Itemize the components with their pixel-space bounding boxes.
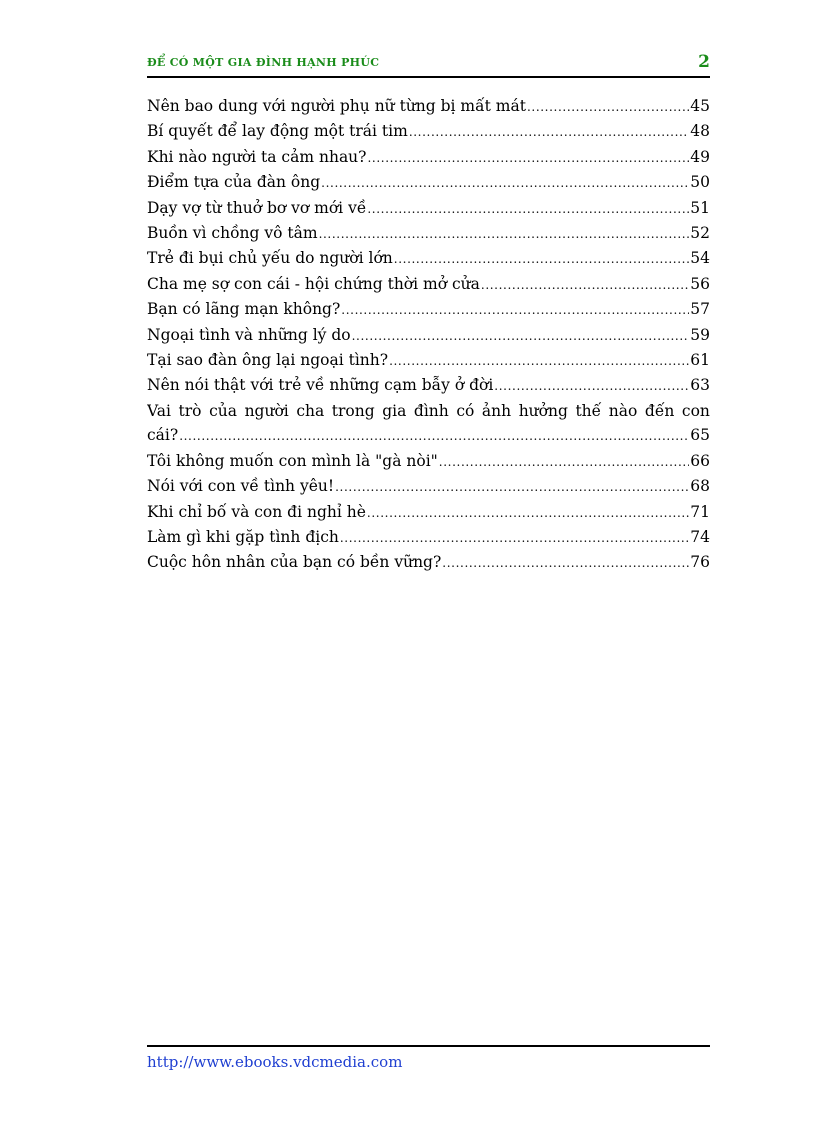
toc-entry-page: 52 <box>690 224 710 243</box>
toc-entry-title: Bí quyết để lay động một trái tim <box>147 122 408 141</box>
toc-word: gia <box>382 401 407 420</box>
toc-word: cha <box>296 401 325 420</box>
toc-entry-page: 59 <box>690 325 710 344</box>
page-number: 2 <box>698 52 710 72</box>
toc-entry[interactable] <box>147 145 710 170</box>
dot-leader <box>179 423 689 448</box>
toc-word: nào <box>608 401 638 420</box>
toc-word: trò <box>178 401 202 420</box>
toc-entry[interactable] <box>147 323 710 348</box>
toc-entry-title: Cuộc hôn nhân của bạn có bền vững? <box>147 553 442 572</box>
toc-entry-title: Buồn vì chồng vô tâm <box>147 224 318 243</box>
table-of-contents <box>147 94 710 576</box>
book-title: ĐỂ CÓ MỘT GIA ĐÌNH HẠNH PHÚC <box>147 56 380 69</box>
toc-entry-title: Khi nào người ta cảm nhau? <box>147 147 367 166</box>
dot-leader <box>409 119 689 144</box>
toc-entry-page: 61 <box>690 351 710 370</box>
dot-leader <box>321 170 689 195</box>
toc-entry[interactable] <box>147 449 710 474</box>
toc-word: con <box>681 401 710 420</box>
toc-entry[interactable] <box>147 474 710 499</box>
toc-entry[interactable] <box>147 348 710 373</box>
toc-entry-page: 71 <box>690 502 710 521</box>
dot-leader <box>442 550 689 575</box>
toc-entry-page: 63 <box>690 376 710 395</box>
toc-entry-page: 74 <box>690 527 710 546</box>
toc-entry[interactable] <box>147 196 710 221</box>
toc-entry-title: Làm gì khi gặp tình địch <box>147 527 339 546</box>
toc-entry[interactable] <box>147 94 710 119</box>
toc-entry-title: Điểm tựa của đàn ông <box>147 173 321 192</box>
toc-word: thế <box>575 401 602 420</box>
toc-word: người <box>244 401 289 420</box>
toc-entry[interactable] <box>147 297 710 322</box>
toc-entry[interactable] <box>147 246 710 271</box>
dot-leader <box>481 272 689 297</box>
dot-leader <box>340 525 689 550</box>
dot-leader <box>389 348 689 373</box>
dot-leader <box>494 373 689 398</box>
toc-word: Vai <box>147 401 171 420</box>
toc-entry-title: Cha mẹ sợ con cái - hội chứng thời mở cửa <box>147 274 480 293</box>
toc-entry-page: 66 <box>690 451 710 470</box>
toc-entry[interactable] <box>147 119 710 144</box>
toc-entry-page: 49 <box>690 147 710 166</box>
toc-entry-title: Khi chỉ bố và con đi nghỉ hè <box>147 502 366 521</box>
dot-leader <box>394 246 689 271</box>
toc-entry-title-line1 <box>147 399 710 423</box>
toc-entry-title-line2: cái? <box>147 426 179 445</box>
toc-word: của <box>209 401 237 420</box>
toc-entry-page: 65 <box>690 426 710 445</box>
dot-leader <box>439 449 689 474</box>
toc-entry-page: 48 <box>690 122 710 141</box>
dot-leader <box>367 145 689 170</box>
toc-word: đình <box>413 401 449 420</box>
dot-leader <box>367 196 689 221</box>
dot-leader <box>527 94 689 119</box>
toc-entry[interactable] <box>147 221 710 246</box>
dot-leader <box>367 500 689 525</box>
toc-word: trong <box>331 401 375 420</box>
toc-word: có <box>456 401 475 420</box>
page-header <box>147 52 710 78</box>
toc-entry-page: 56 <box>690 274 710 293</box>
dot-leader <box>319 221 690 246</box>
toc-entry[interactable] <box>147 272 710 297</box>
toc-word: ảnh <box>481 401 512 420</box>
toc-entry[interactable] <box>147 500 710 525</box>
toc-entry-page: 57 <box>690 300 710 319</box>
toc-word: hưởng <box>518 401 568 420</box>
toc-entry-title: Nên bao dung với người phụ nữ từng bị mất mát <box>147 97 526 115</box>
toc-entry-page: 51 <box>690 198 710 217</box>
website-link[interactable]: http://www.ebooks.vdcmedia.com <box>147 1053 403 1071</box>
toc-entry-page: 54 <box>690 249 710 268</box>
toc-entry-page: 45 <box>690 97 710 115</box>
toc-entry-page: 76 <box>690 553 710 572</box>
dot-leader <box>352 323 690 348</box>
toc-entry-title: Trẻ đi bụi chủ yếu do người lớn <box>147 249 393 268</box>
toc-entry-title: Tôi không muốn con mình là "gà nòi" <box>147 451 438 470</box>
page-footer <box>147 1045 710 1071</box>
toc-entry[interactable] <box>147 399 710 449</box>
toc-entry-title: Tại sao đàn ông lại ngoại tình? <box>147 351 389 370</box>
toc-entry-title: Dạy vợ từ thuở bơ vơ mới về <box>147 198 367 217</box>
toc-entry[interactable] <box>147 373 710 398</box>
toc-entry-title: Nói với con về tình yêu! <box>147 477 335 496</box>
toc-entry-page: 50 <box>690 173 710 192</box>
toc-entry-title: Nên nói thật với trẻ về những cạm bẫy ở đời <box>147 376 494 395</box>
toc-entry-title: Ngoại tình và những lý do <box>147 325 351 344</box>
dot-leader <box>341 297 689 322</box>
toc-entry-page: 68 <box>690 477 710 496</box>
toc-entry[interactable] <box>147 550 710 575</box>
dot-leader <box>335 474 689 499</box>
toc-word: đến <box>644 401 675 420</box>
toc-entry[interactable] <box>147 525 710 550</box>
toc-entry[interactable] <box>147 170 710 195</box>
toc-entry-title: Bạn có lãng mạn không? <box>147 300 341 319</box>
